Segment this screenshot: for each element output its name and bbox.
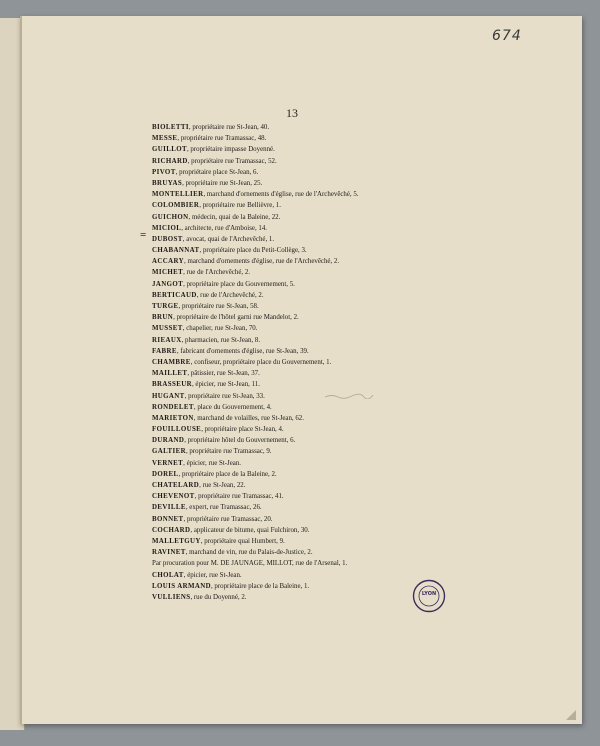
entry-details: , architecte, rue d'Amboise, 14. (181, 224, 268, 232)
entry-details: , propriétaire rue St-Jean, 58. (178, 303, 259, 310)
list-item (152, 413, 582, 424)
entry-name: RIEAUX (152, 336, 182, 344)
list-item (152, 458, 582, 469)
entry-name: MAILLET (152, 370, 188, 378)
library-stamp (412, 579, 446, 613)
entry-details: , propriétaire rue Tramassac, 9. (185, 448, 272, 456)
list-item (152, 301, 582, 312)
list-item (152, 446, 582, 457)
entry-details: , propriétaire impasse Doyenné. (186, 146, 275, 154)
entry-details: , épicier, rue St-Jean. (183, 571, 242, 579)
entry-details: , marchand de volailles, rue St-Jean, 62. (193, 414, 304, 422)
stamp-center-label: LYON (421, 591, 437, 597)
entry-details: , avocat, quai de l'Archevêché, 1. (182, 235, 275, 243)
entry-name: PIVOT (152, 168, 176, 176)
list-item (152, 402, 582, 413)
entry-name: BRASSEUR (152, 381, 192, 389)
entry-details: , propriétaire quai Humbert, 9. (200, 537, 285, 545)
entry-details: , propriétaire place du Petit-Collège, 3. (199, 247, 307, 255)
list-item (152, 435, 582, 446)
list-item (152, 323, 582, 334)
entry-name: RONDELET (152, 403, 194, 411)
handwritten-folio-number: 674 (492, 28, 522, 44)
entry-details: , pharmacien, rue St-Jean, 8. (181, 336, 261, 344)
entry-details: , propriétaire rue Bellièvre, 1. (199, 202, 281, 210)
list-item (152, 167, 582, 178)
entry-name: COLOMBIER (152, 202, 200, 210)
entry-name: DURAND (152, 437, 185, 445)
entry-name: BONNET (152, 515, 184, 523)
entry-details: , médecin, quai de la Baleine, 22. (188, 213, 281, 221)
entry-name: ACCARY (152, 258, 185, 266)
entry-details: , propriétaire place du Gouvernement, 5. (183, 280, 295, 288)
list-item (152, 245, 582, 256)
entry-details: , place du Gouvernement, 4. (193, 403, 272, 411)
entry-details: , marchand d'ornements d'église, rue de l'Archevêché, 2. (184, 258, 340, 266)
entry-name: DEVILLE (152, 504, 186, 512)
entry-name: MALLETGUY (152, 537, 201, 545)
list-item (152, 144, 582, 155)
entry-name: MICIOL (152, 224, 182, 232)
entry-details: , propriétaire rue St-Jean, 40. (188, 124, 270, 131)
list-item (152, 581, 582, 592)
entry-details: , marchand d'ornements d'église, rue de l'Archevêché, 5. (203, 191, 359, 199)
entry-name: MESSE (152, 135, 178, 143)
folded-page-corner (566, 710, 576, 720)
subscriber-list (152, 122, 582, 603)
list-item (152, 122, 582, 133)
list-item (152, 189, 582, 200)
entry-name: CHEVENOT (152, 493, 195, 501)
entry-details: , propriétaire rue Tramassac, 48. (177, 135, 267, 143)
list-item (152, 368, 582, 379)
entry-details: , expert, rue Tramassac, 26. (185, 504, 262, 512)
entry-details: , propriétaire place de la Baleine, 2. (178, 470, 277, 478)
list-item (152, 357, 582, 368)
entry-name: BRUN (152, 314, 174, 322)
entry-name: HUGANT (152, 392, 185, 400)
list-item (152, 491, 582, 502)
entry-name: COCHARD (152, 526, 191, 534)
document-page (20, 16, 582, 724)
entry-details: , propriétaire hôtel du Gouvernement, 6. (184, 437, 296, 445)
entry-name: TURGE (152, 303, 179, 310)
list-item (152, 223, 582, 234)
list-item (152, 480, 582, 491)
list-item (152, 525, 582, 536)
entry-details: , propriétaire place St-Jean, 4. (201, 426, 284, 434)
entry-details: , propriétaire rue Tramassac, 52. (187, 157, 277, 165)
list-item (152, 514, 582, 525)
entry-name: JANGOT (152, 280, 184, 288)
entry-details: , chapelier, rue St-Jean, 70. (182, 325, 258, 333)
entry-details: , pâtissier, rue St-Jean, 37. (187, 370, 260, 378)
entry-name: GUILLOT (152, 146, 187, 154)
list-item (152, 502, 582, 513)
list-item (152, 290, 582, 301)
list-item (152, 267, 582, 278)
entry-name: DOREL (152, 470, 179, 478)
list-item (152, 279, 582, 290)
entry-details: , propriétaire rue Tramassac, 41. (194, 493, 284, 501)
list-item (152, 200, 582, 211)
entry-name: VULLIENS (152, 593, 191, 601)
entry-details: Par procuration pour M. DE JAUNAGE, MILLOT, rue de l'Arsenal, 1. (152, 560, 348, 568)
list-item (152, 346, 582, 357)
entry-details: , applicateur de bitume, quai Fulchiron, 30. (190, 526, 310, 534)
entry-details: , épicier, rue St-Jean, 11. (191, 381, 260, 389)
entry-name: BIOLETTI (152, 124, 189, 131)
entry-details: , rue de l'Archevêché, 2. (183, 269, 250, 277)
page-number: 13 (286, 106, 298, 120)
entry-name: CHAMBRE (152, 358, 191, 366)
list-item (152, 570, 582, 581)
list-item (152, 312, 582, 323)
entry-name: GUICHON (152, 213, 189, 221)
list-item (152, 256, 582, 267)
list-item (152, 178, 582, 189)
entry-details: , propriétaire rue St-Jean, 25. (182, 179, 263, 187)
entry-name: BRUYAS (152, 179, 183, 187)
entry-name: BERTICAUD (152, 291, 197, 299)
entry-details: , propriétaire rue Tramassac, 20. (183, 515, 273, 523)
list-item (152, 558, 582, 569)
list-item (152, 424, 582, 435)
list-item (152, 592, 582, 603)
entry-name: LOUIS ARMAND (152, 582, 211, 590)
entry-details: , rue de l'Archevêché, 2. (196, 291, 264, 299)
entry-name: MONTELLIER (152, 191, 204, 199)
entry-name: CHABANNAT (152, 247, 200, 255)
entry-name: MICHET (152, 269, 184, 277)
entry-name: CHATELARD (152, 482, 200, 489)
list-item (152, 156, 582, 167)
entry-name: MUSSET (152, 325, 183, 333)
list-item (152, 234, 582, 245)
list-item (152, 335, 582, 346)
list-item (152, 469, 582, 480)
list-item (152, 536, 582, 547)
entry-name: DUBOST (152, 235, 183, 243)
entry-name: MARIETON (152, 414, 194, 422)
entry-name: CHOLAT (152, 571, 184, 579)
entry-details: , fabricant d'ornements d'église, rue St-Jean, 39. (176, 347, 309, 355)
entry-name: GALTIER (152, 448, 186, 456)
entry-name: RAVINET (152, 549, 186, 557)
entry-details: , propriétaire place de la Baleine, 1. (210, 582, 310, 590)
entry-details: , propriétaire rue St-Jean, 33. (184, 392, 265, 400)
entry-name: FABRE (152, 347, 177, 355)
entry-details: , marchand de vin, rue du Palais-de-Justice, 2. (185, 549, 313, 557)
margin-mark: = (140, 229, 147, 241)
entry-name: RICHARD (152, 157, 188, 165)
entry-details: , épicier, rue St-Jean. (183, 459, 242, 467)
faint-pencil-annotation (324, 393, 374, 399)
entry-details: , rue St-Jean, 22. (199, 482, 246, 489)
list-item (152, 379, 582, 390)
list-item (152, 133, 582, 144)
entry-name: VERNET (152, 459, 184, 467)
entry-name: FOUILLOUSE (152, 426, 202, 434)
entry-details: , propriétaire place St-Jean, 6. (175, 168, 259, 176)
entry-details: , confiseur, propriétaire place du Gouvernement, 1. (190, 358, 332, 366)
entry-details: , rue du Doyenné, 2. (190, 593, 247, 601)
list-item (152, 212, 582, 223)
list-item (152, 547, 582, 558)
entry-details: , propriétaire de l'hôtel garni rue Mandelot, 2. (173, 314, 299, 322)
